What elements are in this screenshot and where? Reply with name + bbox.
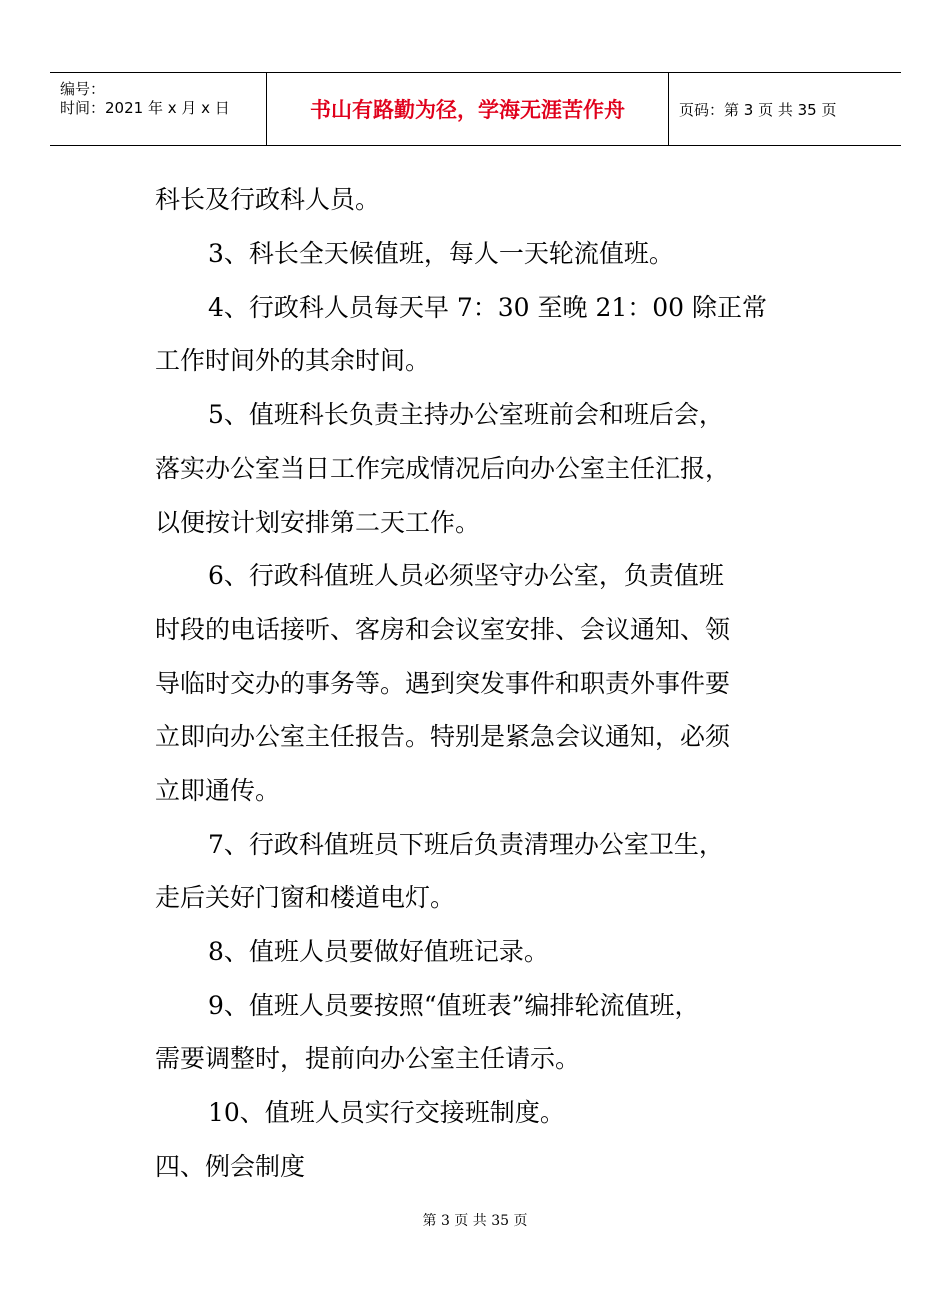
- body-line: 科长及行政科人员。: [155, 185, 381, 214]
- section-heading: 四、例会制度: [155, 1152, 306, 1181]
- body-line: 立即向办公室主任报告。特别是紧急会议通知，必须: [155, 722, 731, 751]
- document-time-label: 时间：2021 年 x 月 x 日: [60, 99, 230, 117]
- body-line: 导临时交办的事务等。遇到突发事件和职责外事件要: [155, 669, 731, 698]
- body-line: 9、值班人员要按照“值班表”编排轮流值班，: [208, 991, 700, 1020]
- document-number-label: 编号：: [60, 80, 106, 98]
- header-page-info: 页码：第 3 页 共 35 页: [679, 100, 837, 119]
- body-line: 3、科长全天候值班，每人一天轮流值班。: [208, 239, 674, 268]
- header-motto-cell: [266, 73, 669, 145]
- header-page-cell: [669, 73, 901, 145]
- body-line: 10、值班人员实行交接班制度。: [208, 1098, 565, 1127]
- body-line: 8、值班人员要做好值班记录。: [208, 937, 549, 966]
- body-line: 5、值班科长负责主持办公室班前会和班后会，: [208, 400, 724, 429]
- body-line: 以便按计划安排第二天工作。: [155, 508, 481, 537]
- body-line: 6、行政科值班人员必须坚守办公室，负责值班: [208, 561, 724, 590]
- body-line: 4、行政科人员每天早 7：30 至晚 21：00 除正常: [208, 293, 768, 322]
- header-meta-cell: [50, 73, 266, 145]
- page-header: [50, 72, 901, 146]
- body-line: 工作时间外的其余时间。: [155, 346, 431, 375]
- header-motto: 书山有路勤为径，学海无涯苦作舟: [310, 98, 625, 122]
- body-line: 7、行政科值班员下班后负责清理办公室卫生，: [208, 830, 724, 859]
- body-line: 立即通传。: [155, 776, 281, 805]
- body-line: 时段的电话接听、客房和会议室安排、会议通知、领: [155, 615, 731, 644]
- body-line: 需要调整时，提前向办公室主任请示。: [155, 1044, 581, 1073]
- body-line: 走后关好门窗和楼道电灯。: [155, 883, 456, 912]
- body-line: 落实办公室当日工作完成情况后向办公室主任汇报，: [155, 454, 731, 483]
- page-footer: 第 3 页 共 35 页: [422, 1213, 528, 1229]
